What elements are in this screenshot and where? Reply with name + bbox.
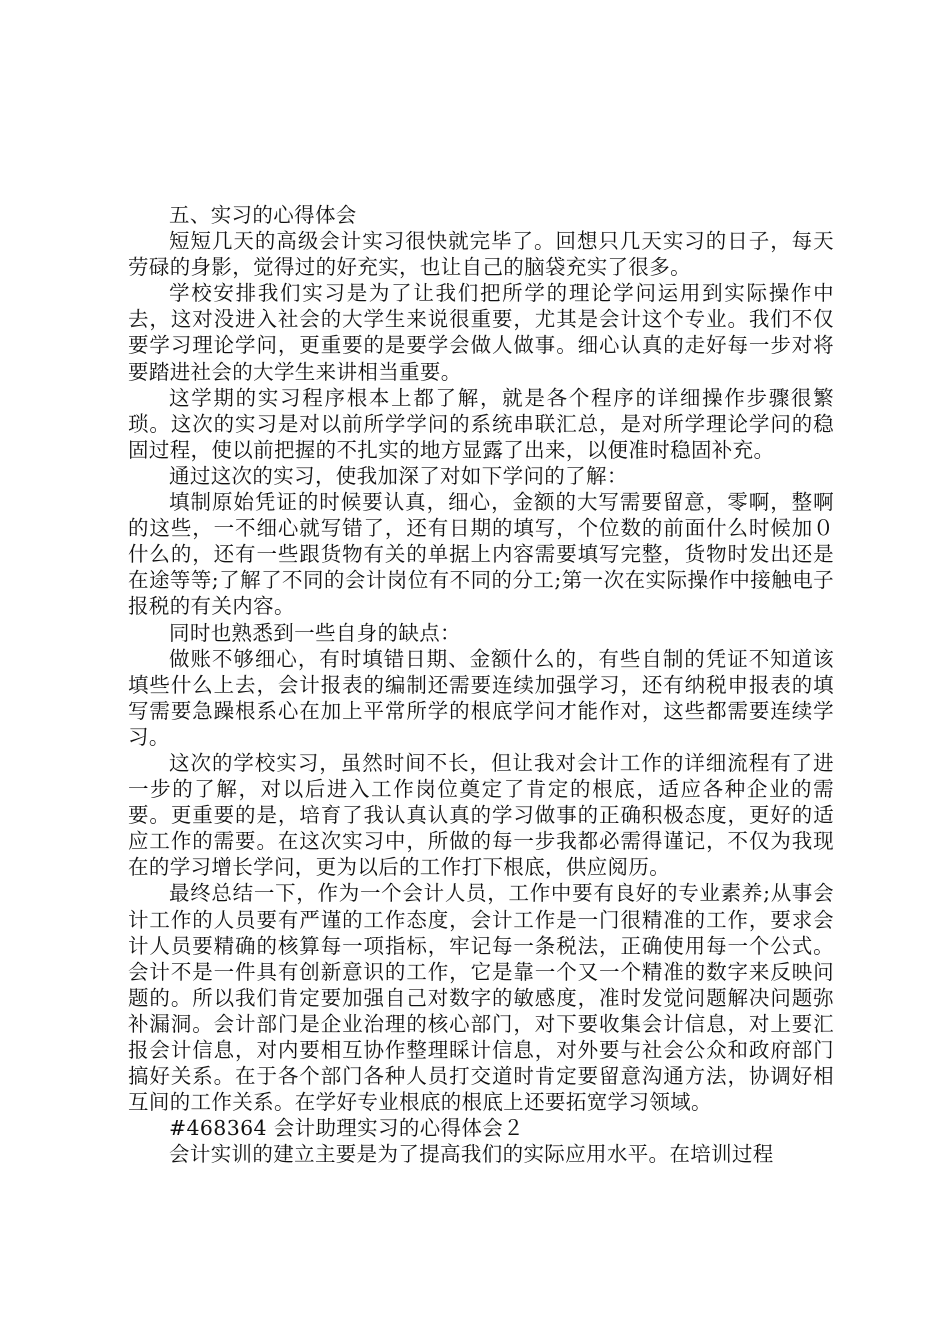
section-heading: 五、实习的心得体会 — [169, 203, 357, 227]
paragraph: 这次的学校实习，虽然时间不长，但让我对会计工作的详细流程有了进一步的了解，对以后进入工作岗位奠定了肯定的根底，适应各种企业的需要。更重要的是，培育了我认真认真的学习做事的正确积极态度，更好的适应工作的需要。在这次实习中，所做的每一步我都必需得谨记，不仅为我现在的学习增长学问，更为以后的工作打下根底，供应阅历。 — [128, 750, 834, 880]
paragraph: 填制原始凭证的时候要认真，细心，金额的大写需要留意，零啊，整啊的这些，一不细心就写错了，还有日期的填写，个位数的前面什么时候加０什么的，还有一些跟货物有关的单据上内容需要填写完整，货物时发出还是在途等等;了解了不同的会计岗位有不同的分工;第一次在实际操作中接触电子报税的有关内容。 — [128, 490, 834, 619]
paragraph: 通过这次的实习，使我加深了对如下学问的了解： — [169, 463, 628, 488]
paragraph: 学校安排我们实习是为了让我们把所学的理论学问运用到实际操作中去，这对没进入社会的大学生来说很重要，尤其是会计这个专业。我们不仅要学习理论学问，更重要的是要学会做人做事。细心认真的走好每一步对将要踏进社会的大学生来讲相当重要。 — [128, 281, 834, 384]
paragraph: 这学期的实习程序根本上都了解，就是各个程序的详细操作步骤很繁琐。这次的实习是对以前所学学问的系统串联汇总，是对所学理论学问的稳固过程，使以前把握的不扎实的地方显露了出来，以便准时稳固补充。 — [128, 385, 834, 462]
paragraph: 最终总结一下，作为一个会计人员，工作中要有良好的专业素养;从事会计工作的人员要有严谨的工作态度，会计工作是一门很精准的工作，要求会计人员要精确的核算每一项指标，牢记每一条税法，正确使用每一个公式。会计不是一件具有创新意识的工作，它是靠一个又一个精准的数字来反映问题的。所以我们肯定要加强自己对数字的敏感度，准时发觉问题解决问题弥补漏洞。会计部门是企业治理的核心部门，对下要收集会计信息，对上要汇报会计信息，对内要相互协作整理睬计信息，对外要与社会公众和政府部门搞好关系。在于各个部门各种人员打交道时肯定要留意沟通方法，协调好相互间的工作关系。在学好专业根底的根底上还要拓宽学习领域。 — [128, 881, 834, 1115]
article-heading: #468364 会计助理实习的心得体会２ — [169, 1116, 524, 1141]
paragraph: 做账不够细心，有时填错日期、金额什么的，有些自制的凭证不知道该填些什么上去，会计报表的编制还需要连续加强学习，还有纳税申报表的填写需要急躁根系心在加上平常所学的根底学问才能作对，这些都需要连续学习。 — [128, 646, 834, 749]
paragraph: 同时也熟悉到一些自身的缺点： — [169, 620, 461, 645]
document-body — [128, 202, 834, 1167]
paragraph: 会计实训的建立主要是为了提高我们的实际应用水平。在培训过程 — [169, 1142, 774, 1167]
paragraph: 短短几天的高级会计实习很快就完毕了。回想只几天实习的日子，每天劳碌的身影，觉得过的好充实，也让自己的脑袋充实了很多。 — [128, 229, 834, 280]
